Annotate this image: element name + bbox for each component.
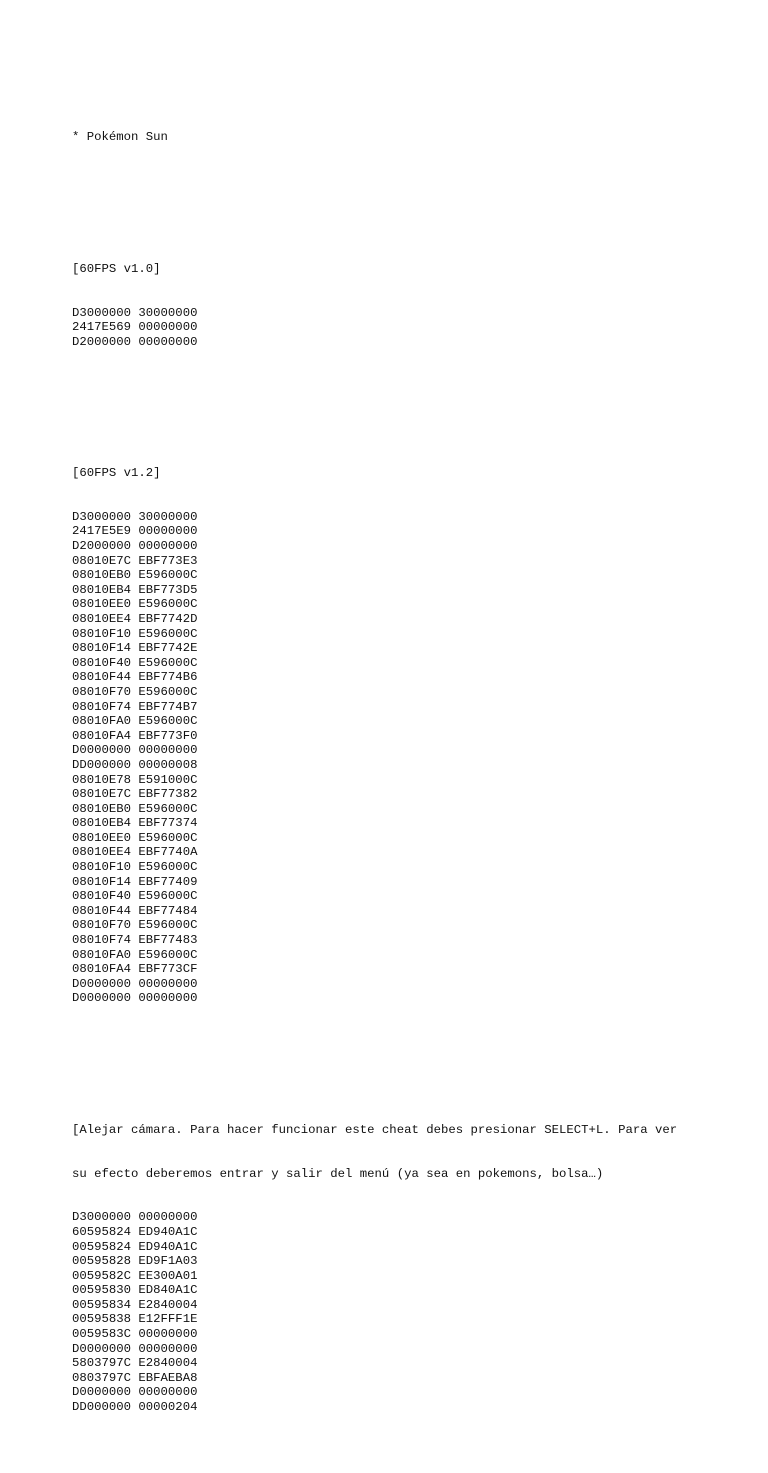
code-line: 08010EE4 EBF7740A (72, 845, 198, 860)
section-header: [Alejar cámara. Para hacer funcionar este cheat debes presionar SELECT+L. Para ver (72, 1122, 678, 1137)
code-line: 00595834 E2840004 (72, 1297, 198, 1312)
code-line: 08010F74 EBF77483 (72, 933, 198, 948)
code-line: D0000000 00000000 (72, 1385, 198, 1400)
cheat-document (72, 72, 712, 1473)
code-line: D0000000 00000000 (72, 1341, 198, 1356)
code-line: 0059583C 00000000 (72, 1327, 198, 1342)
code-line: D2000000 00000000 (72, 539, 198, 553)
code-line: 08010EB4 EBF77374 (72, 816, 198, 831)
code-line: 08010F70 E596000C (72, 684, 198, 699)
code-lines (72, 510, 712, 1006)
code-line: 08010F70 E596000C (72, 918, 198, 933)
document-title: * Pokémon Sun (72, 130, 168, 145)
code-line: 08010FA4 EBF773F0 (72, 728, 198, 743)
code-line: 08010F44 EBF774B6 (72, 670, 198, 685)
section-60fps-v1-0 (72, 233, 712, 379)
code-line: 08010FA4 EBF773CF (72, 962, 198, 977)
code-line: 00595828 ED9F1A03 (72, 1254, 198, 1269)
code-line: D3000000 30000000 (72, 305, 198, 320)
code-line: D3000000 30000000 (72, 509, 198, 524)
code-line: 08010E78 E591000C (72, 772, 198, 787)
code-line: 08010FA0 E596000C (72, 714, 198, 729)
code-line: 08010E7C EBF773E3 (72, 553, 198, 568)
section-alejar-camara (72, 1094, 712, 1444)
code-line: 08010F10 E596000C (72, 860, 198, 875)
code-line: 08010F14 EBF7742E (72, 641, 198, 656)
code-line: 00595830 ED840A1C (72, 1283, 198, 1298)
code-line: 08010F14 EBF77409 (72, 874, 198, 889)
section-60fps-v1-2 (72, 437, 712, 1035)
document-title-block (72, 101, 712, 174)
code-line: 08010FA0 E596000C (72, 947, 198, 962)
code-line: D3000000 00000000 (72, 1210, 198, 1225)
code-line: 2417E569 00000000 (72, 320, 198, 335)
code-line: 08010E7C EBF77382 (72, 787, 198, 802)
code-line: 08010EE0 E596000C (72, 830, 198, 845)
code-line: D2000000 00000000 (72, 334, 198, 349)
code-line: 00595838 E12FFF1E (72, 1312, 198, 1327)
code-lines (72, 306, 712, 350)
code-line: 08010F10 E596000C (72, 626, 198, 641)
code-line: 08010F44 EBF77484 (72, 903, 198, 918)
code-line: 08010F40 E596000C (72, 655, 198, 670)
code-line: 08010EB0 E596000C (72, 568, 198, 583)
code-line: 2417E5E9 00000000 (72, 524, 198, 539)
code-line: 08010EE4 EBF7742D (72, 611, 198, 626)
code-line: 08010EE0 E596000C (72, 597, 198, 612)
code-line: 08010F40 E596000C (72, 889, 198, 904)
section-header-continuation: su efecto deberemos entrar y salir del menú (ya sea en pokemons, bolsa…) (72, 1166, 604, 1181)
code-line: 60595824 ED940A1C (72, 1224, 198, 1239)
code-line: 08010EB0 E596000C (72, 801, 198, 816)
code-line: D0000000 00000000 (72, 743, 198, 758)
code-line: 5803797C E2840004 (72, 1356, 198, 1371)
section-header: [60FPS v1.2] (72, 466, 161, 481)
code-line: DD000000 00000008 (72, 757, 198, 772)
code-line: 08010F74 EBF774B7 (72, 699, 198, 714)
code-lines (72, 1210, 712, 1414)
code-line: 08010EB4 EBF773D5 (72, 582, 198, 597)
code-line: 0059582C EE300A01 (72, 1268, 198, 1283)
code-line: 0803797C EBFAEBA8 (72, 1370, 198, 1385)
section-header: [60FPS v1.0] (72, 261, 161, 276)
code-line: D0000000 00000000 (72, 976, 198, 991)
code-line: DD000000 00000204 (72, 1400, 198, 1415)
code-line: 00595824 ED940A1C (72, 1239, 198, 1254)
code-line: D0000000 00000000 (72, 991, 198, 1006)
